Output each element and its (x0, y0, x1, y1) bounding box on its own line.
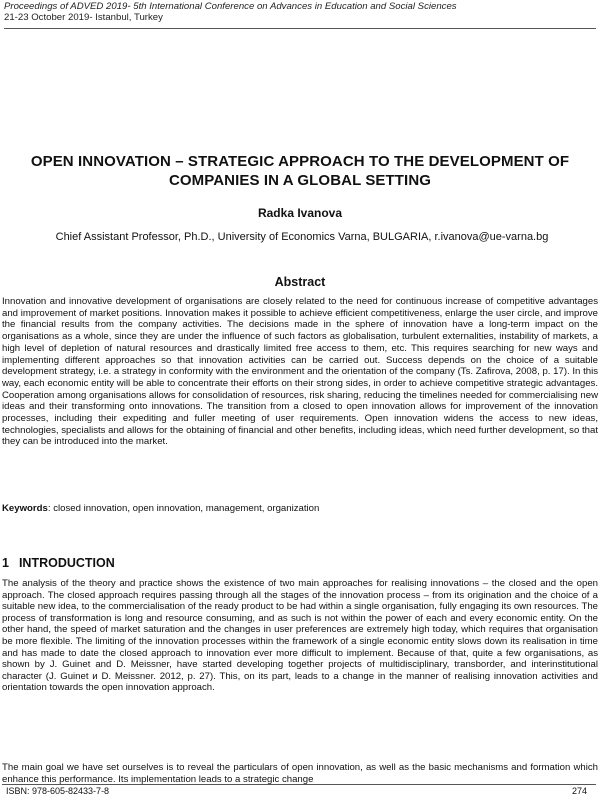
abstract-heading: Abstract (274, 275, 326, 289)
footer-divider (2, 784, 596, 785)
intro-paragraph-2: The main goal we have set ourselves is to reveal the particulars of open innovation, as well as the basic mechanisms and formation which enhance this performance. Its implementation leads to a strategic change (2, 762, 598, 785)
keywords-list: : closed innovation, open innovation, management, organization (47, 503, 320, 514)
conference-name: Proceedings of ADVED 2019- 5th International Conference on Advances in Education and Social Sciences (4, 1, 457, 12)
section-number: 1 (2, 556, 9, 570)
keywords-label: Keywords (2, 503, 48, 514)
abstract-text: Innovation and innovative development of organisations are closely related to the need for continuous increase of competitive advantages and improvement of market positions. Innovation makes it possible to achieve efficient competitiveness, enlarge the user circle, and improve the financial results from the company activities. The decisions made in the sphere of innovation have a long-term impact on the organisations as a whole, since they are under the influence of such factors as globalisation, turbulent externalities, instability of markets, a high level of depletion of natural resources and drastically limited free access to them, etc. This requires searching for new ways and implementing different approaches so that innovation activities can be carried out. Success depends on the choice of a suitable development strategy, i.e. a strategy in conformity with the environment and the orientation of the company (Ts. Zafirova, 2008, p. 17). In this way, each economic entity will be able to concentrate their efforts on their strong sides, in order to achieve competitive strategic advantages. Cooperation among organisations allows for consolidation of resources, risk sharing, reducing the timelines needed for commercialising new ideas and their transforming onto innovations. The transition from a closed to open innovation allows for improvement of the innovation processes, including their expediting and fuller meeting of user requirements. Open innovation widens the access to new ideas, technologies, specialists and allows for the obtaining of financial and other benefits, including ideas, which need further development, so that they can be introduced into the market. (2, 296, 598, 448)
running-header (4, 1, 596, 23)
footer-isbn: ISBN: 978-605-82433-7-8 (6, 786, 110, 796)
page-number: 274 (572, 786, 588, 796)
section-title: INTRODUCTION (18, 556, 115, 570)
section-heading (2, 556, 115, 570)
header-divider (4, 28, 596, 29)
author-name: Radka Ivanova (257, 206, 343, 220)
author-affiliation: Chief Assistant Professor, Ph.D., University of Economics Varna, BULGARIA, r.ivanova@ue-varna.bg (55, 231, 549, 243)
conference-date-place: 21-23 October 2019- Istanbul, Turkey (4, 12, 163, 23)
intro-paragraph-1: The analysis of the theory and practice shows the existence of two main approaches for realising innovations – the closed and the open approach. The closed approach requires passing through all the stages of the innovation process – from its origination and the choice of a suitable new idea, to the commercialisation of the ready product to be had within a single organisation, fully engaging its own resources. The process of transformation is long and resource consuming, and as such is not within the power of each and every economic entity. On the other hand, the speed of market saturation and the changes in user preferences are extremely high today, which requires that organisation be more flexible. The limiting of the innovation processes within the framework of a single economic entity slows down its realisation in time and has made to date the closed approach to innovation ever more difficult to implement. Because of that, quite a few organisations, as shown by J. Guinet and D. Meissner, have started developing together projects of multidisciplinary, transborder, and interinstitutional character (J. Guinet и D. Meissner. 2012, p. 27). This, on its part, leads to a change in the manner of realising innovation activities and orientation towards the open innovation approach. (2, 578, 598, 694)
keywords-line (2, 503, 598, 515)
paper-title: OPEN INNOVATION – STRATEGIC APPROACH TO THE DEVELOPMENT OF COMPANIES IN A GLOBAL SETTING (30, 153, 570, 189)
